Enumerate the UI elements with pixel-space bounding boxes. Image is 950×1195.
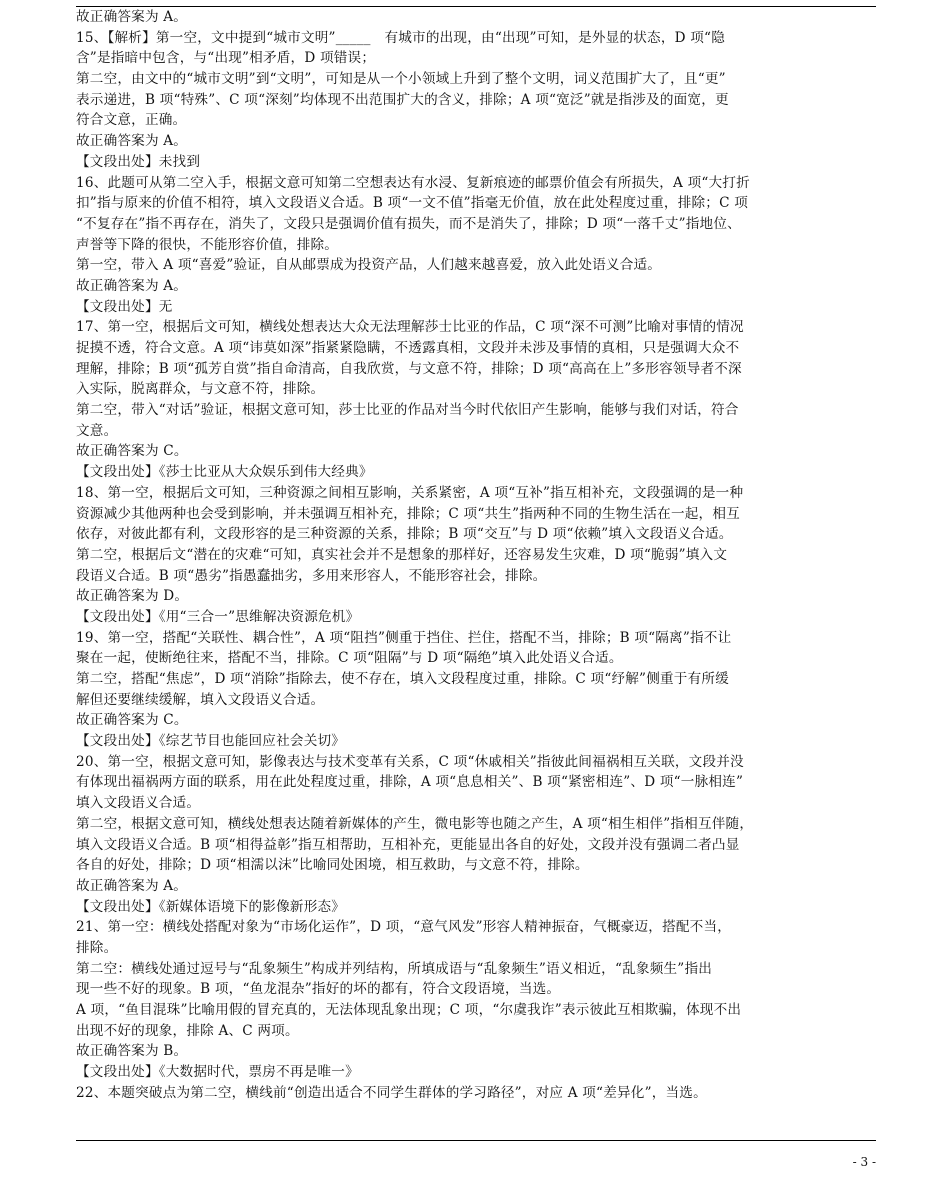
- text-line: 【文段出处】《用“三合一”思维解决资源危机》: [76, 608, 360, 625]
- text-line: 现一些不好的现象。B 项，“鱼龙混杂”指好的坏的都有，符合文段语境，当选。: [76, 981, 561, 998]
- text-line: 故正确答案为 C。: [76, 443, 188, 460]
- text-line: 【文段出处】未找到: [76, 153, 201, 170]
- text-line: 21、第一空：横线处搭配对象为“市场化运作”，D 项，“意气风发”形容人精神振奋，气概豪迈，搭配不当，: [76, 919, 732, 936]
- text-line: 聚在一起，使断绝往来，搭配不当，排除。C 项“阻隔”与 D 项“隔绝”填入此处语义合适。: [76, 650, 623, 667]
- text-line: 第二空，根据文意可知，横线处想表达随着新媒体的产生，微电影等也随之产生，A 项“相生相伴”指相互伴随，: [76, 815, 754, 832]
- text-line: 故正确答案为 B。: [76, 1043, 188, 1060]
- text-line: 有体现出福祸两方面的联系，用在此处程度过重，排除，A 项“息息相关”、B 项“紧密相连”、D 项“一脉相连”: [76, 774, 744, 791]
- text-line: 资源减少其他两种也会受到影响，并未强调互相补充，排除；C 项“共生”指两种不同的生物生活在一起，相互: [76, 505, 740, 522]
- text-line: 各自的好处，排除；D 项“相濡以沫”比喻同处困境，相互救助，与文意不符，排除。: [76, 857, 589, 874]
- text-line: 声誉等下降的很快，不能形容价值，排除。: [76, 236, 339, 253]
- text-line: 入实际，脱离群众，与文意不符，排除。: [76, 381, 325, 398]
- text-line: “不复存在”指不再存在，消失了，文段只是强调价值有损失，而不是消失了，排除；D 项“一落千丈”指地位、: [76, 215, 741, 232]
- text-line: 故正确答案为 A。: [76, 9, 188, 25]
- text-line: 故正确答案为 A。: [76, 133, 188, 150]
- text-line: 解但还要继续缓解，填入文段语义合适。: [76, 691, 325, 708]
- text-line: 表示递进，B 项“特殊”、C 项“深刻”均体现不出范围扩大的含义，排除；A 项“宽泛”就是指涉及的面宽，更: [76, 91, 729, 108]
- page-number: - 3 -: [852, 1155, 876, 1169]
- text-line: 18、第一空，根据后文可知，三种资源之间相互影响，关系紧密，A 项“互补”指互相补充，文段强调的是一种: [76, 484, 744, 501]
- text-line: 文意。: [76, 422, 118, 439]
- text-line: 【文段出处】《莎士比亚从大众娱乐到伟大经典》: [76, 464, 373, 481]
- text-line: 扣”指与原来的价值不相符，填入文段语义合适。B 项“一文不值”指毫无价值，放在此处程度过重，排除；C 项: [76, 195, 748, 212]
- text-line: 第二空，带入“对话”验证，根据文意可知，莎士比亚的作品对当今时代依旧产生影响，能够与我们对话，符合: [76, 402, 739, 419]
- text-line: 捉摸不透，符合文意。A 项“讳莫如深”指紧紧隐瞒，不透露真相，文段并未涉及事情的真相，只是强调大众不: [76, 340, 740, 356]
- text-line: 19、第一空，搭配“关联性、耦合性”，A 项“阻挡”侧重于挡住、拦住，搭配不当，排除；B 项“隔离”指不让: [76, 629, 732, 646]
- text-line: 填入文段语义合适。B 项“相得益彰”指互相帮助，互相补充，更能显出各自的好处，文段并没有强调二者凸显: [76, 836, 740, 853]
- text-line: 20、第一空，根据文意可知，影像表达与技术变革有关系，C 项“休戚相关”指彼此间福祸相互关联，文段并没: [76, 753, 744, 770]
- bottom-rule: [76, 1140, 876, 1141]
- text-line: A 项，“鱼目混珠”比喻用假的冒充真的，无法体现乱象出现；C 项，“尔虞我诈”表示彼此互相欺骗，体现不出: [76, 1002, 742, 1018]
- text-line: 故正确答案为 C。: [76, 712, 188, 729]
- text-line: 第二空，根据后文“潜在的灾难“可知，真实社会并不是想象的那样好，还容易发生灾难，D 项“脆弱”填入文: [76, 546, 728, 563]
- text-line: 出现不好的现象，排除 A、C 两项。: [76, 1022, 299, 1039]
- text-line: 第二空，搭配“焦虑”，D 项“消除”指除去，使不存在，填入文段程度过重，排除。C 项“纾解”侧重于有所缓: [76, 671, 729, 687]
- answer-explanations-text: [76, 7, 876, 1103]
- text-line: 16、此题可从第二空入手，根据文意可知第二空想表达有水浸、复新痕迹的邮票价值会有所损失，A 项“大打折: [76, 174, 750, 191]
- text-line: 段语义合适。B 项“愚劣”指愚蠢拙劣，多用来形容人，不能形容社会，排除。: [76, 567, 547, 584]
- text-line: 符合文意，正确。: [76, 112, 187, 129]
- text-line: 第二空，由文中的“城市文明”到“文明”，可知是从一个小领域上升到了整个文明，词义范围扩大了，且“更”: [76, 71, 726, 88]
- text-line: 理解，排除；B 项“孤芳自赏”指自命清高，自我欣赏，与文意不符，排除；D 项“高高在上”多形容领导者不深: [76, 360, 742, 377]
- text-line: 22、本题突破点为第二空，横线前“创造出适合不同学生群体的学习路径”，对应 A 项“差异化”，当选。: [76, 1084, 707, 1101]
- text-line: 17、第一空，根据后文可知，横线处想表达大众无法理解莎士比亚的作品，C 项“深不可测”比喻对事情的情况: [76, 319, 744, 336]
- text-line: 【文段出处】无: [76, 298, 173, 315]
- text-line: 填入文段语义合适。: [76, 795, 201, 812]
- text-line: 故正确答案为 A。: [76, 877, 188, 894]
- text-line: 第一空，带入 A 项“喜爱”验证，自从邮票成为投资产品，人们越来越喜爱，放入此处语义合适。: [76, 257, 662, 274]
- text-line: 含”是指暗中包含，与“出现”相矛盾，D 项错误；: [76, 50, 376, 67]
- text-line: 15、【解析】第一空，文中提到“城市文明”_____ 有城市的出现，由“出现”可知，是外显的状态，D 项“隐: [76, 29, 725, 46]
- text-line: 故正确答案为 A。: [76, 277, 188, 294]
- text-line: 依存，对彼此都有利，文段形容的是三种资源的关系，排除；B 项“交互”与 D 项“依赖”填入文段语义合适。: [76, 526, 733, 543]
- text-line: 【文段出处】《综艺节目也能回应社会关切》: [76, 733, 346, 750]
- text-line: 故正确答案为 D。: [76, 588, 189, 605]
- text-line: 排除。: [76, 939, 118, 956]
- text-line: 【文段出处】《大数据时代，票房不再是唯一》: [76, 1064, 359, 1081]
- text-line: 【文段出处】《新媒体语境下的影像新形态》: [76, 898, 346, 915]
- text-line: 第二空：横线处通过逗号与“乱象频生”构成并列结构，所填成语与“乱象频生”语义相近，“乱象频生”指出: [76, 960, 713, 977]
